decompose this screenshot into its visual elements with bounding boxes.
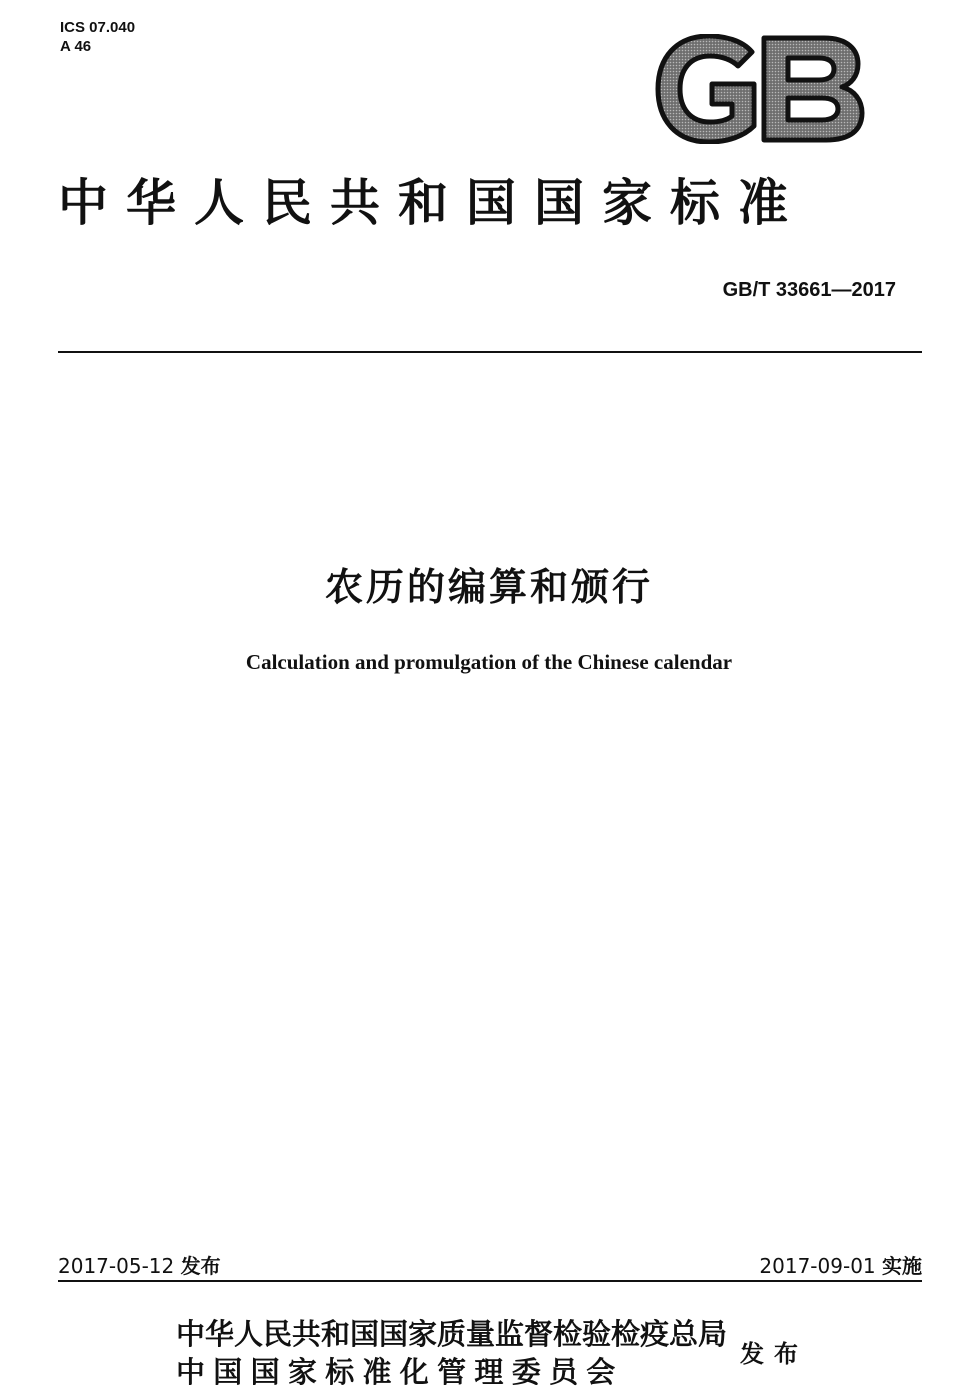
document-title-chinese: 农历的编算和颁行 (324, 565, 653, 609)
standard-number: GB/T 33661—2017 (722, 279, 896, 301)
gb-logo (654, 34, 866, 144)
document-title-english: Calculation and promulgation of the Chinese calendar (245, 650, 733, 674)
ics-code: ICS 07.040 (60, 19, 136, 36)
implementation-label: 实施 (882, 1254, 922, 1278)
ccs-code: A 46 (60, 38, 92, 55)
issue-date: 2017-05-12 (58, 1254, 175, 1278)
issuer-aqsiq: 中华人民共和国国家质量监督检验检疫总局 (176, 1317, 728, 1351)
issue-label: 发布 (180, 1254, 221, 1278)
gb-logo-letter-g (658, 36, 754, 142)
bottom-divider (58, 1280, 922, 1282)
issue-date-line (58, 1250, 221, 1279)
implementation-date-line (759, 1250, 922, 1279)
gb-logo-letter-b (764, 38, 862, 140)
publish-label: 发布 (740, 1340, 808, 1368)
issuer-sac: 中国国家标准化管理委员会 (176, 1355, 624, 1389)
top-divider (58, 351, 922, 353)
implementation-date: 2017-09-01 (759, 1254, 876, 1278)
classification-codes (60, 18, 135, 56)
standard-category-title: 中华人民共和国国家标准 (58, 174, 806, 232)
